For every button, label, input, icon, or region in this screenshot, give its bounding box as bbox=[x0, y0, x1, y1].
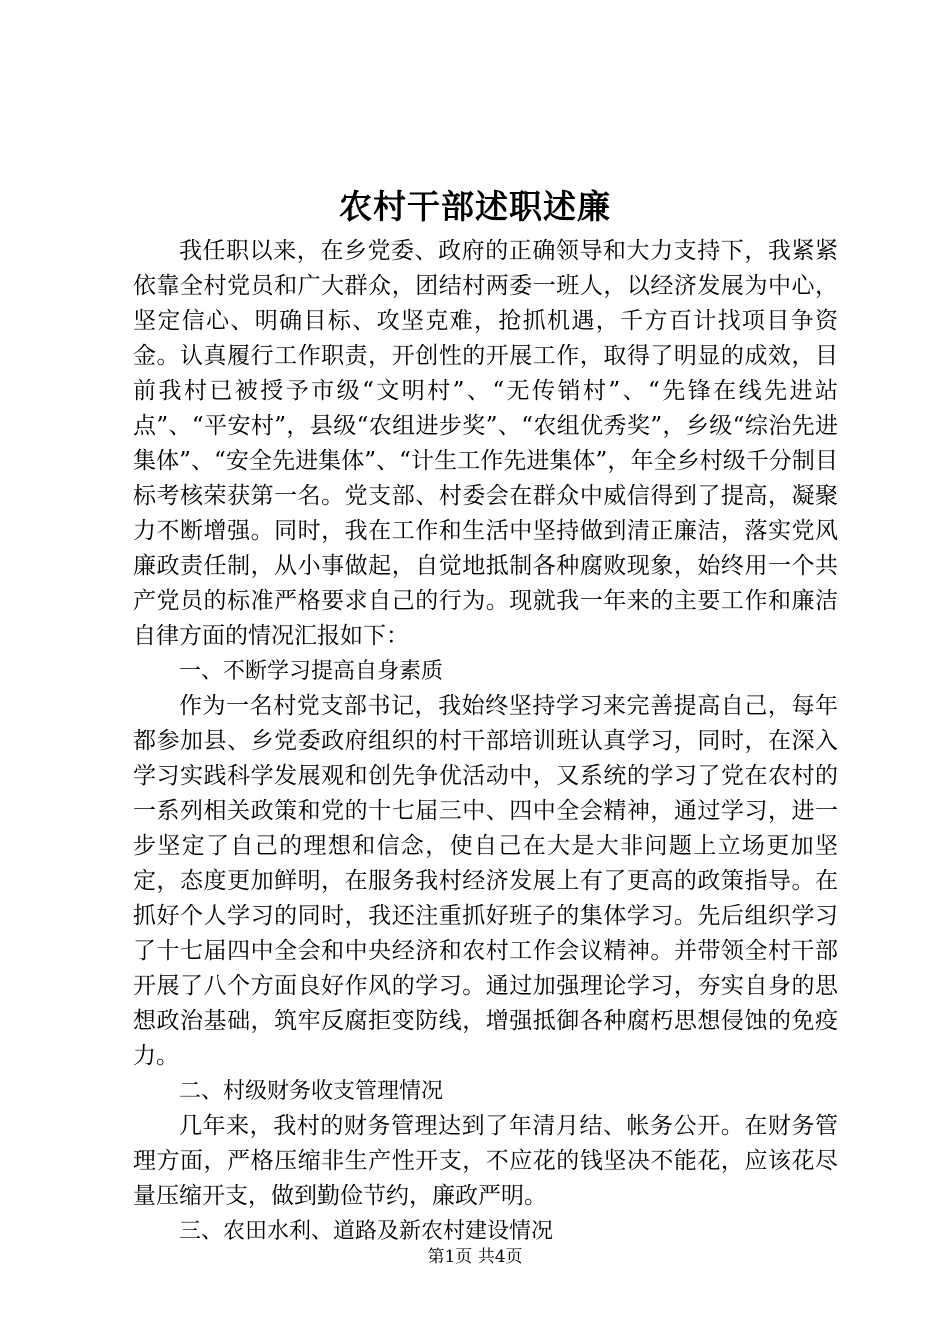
paragraph-finance: 几年来，我村的财务管理达到了年清月结、帐务公开。在财务管理方面，严格压缩非生产性开支，不应花的钱坚决不能花，应该花尽量压缩开支，做到勤俭节约，廉政严明。 bbox=[133, 1113, 838, 1209]
paragraph-study: 作为一名村党支部书记，我始终坚持学习来完善提高自己，每年都参加县、乡党委政府组织的村干部培训班认真学习，同时，在深入学习实践科学发展观和创先争优活动中，又系统的学习了党在农村的一系列相关政策和党的十七届三中、四中全会精神，通过学习，进一步坚定了自己的理想和信念，使自己在大是大非问题上立场更加坚定，态度更加鲜明，在服务我村经济发展上有了更高的政策指导。在抓好个人学习的同时，我还注重抓好班子的集体学习。先后组织学习了十七届四中全会和中央经济和农村工作会议精神。并带领全村干部开展了八个方面良好作风的学习。通过加强理论学习，夯实自身的思想政治基础，筑牢反腐拒变防线，增强抵御各种腐朽思想侵蚀的免疫力。 bbox=[133, 693, 838, 1069]
paragraph-intro: 我任职以来，在乡党委、政府的正确领导和大力支持下，我紧紧依靠全村党员和广大群众，团结村两委一班人，以经济发展为中心，坚定信心、明确目标、攻坚克难，抢抓机遇，千方百计找项目争资金。认真履行工作职责，开创性的开展工作，取得了明显的成效，目前我村已被授予市级“文明村”、“无传销村”、“先锋在线先进站点”、“平安村”，县级“农组进步奖”、“农组优秀奖”，乡级“综治先进集体”、“安全先进集体”、“计生工作先进集体”，年全乡村级千分制目标考核荣获第一名。党支部、村委会在群众中威信得到了提高，凝聚力不断增强。同时，我在工作和生活中坚持做到清正廉洁，落实党风廉政责任制，从小事做起，自觉地抵制各种腐败现象，始终用一个共产党员的标准严格要求自己的行为。现就我一年来的主要工作和廉洁自律方面的情况汇报如下： bbox=[133, 238, 838, 649]
document-body bbox=[133, 234, 838, 1249]
document-title: 农村干部述职述廉 bbox=[339, 187, 611, 226]
page-footer: 第1页 共4页 bbox=[427, 1247, 523, 1267]
section-heading-3: 三、农田水利、道路及新农村建设情况 bbox=[179, 1219, 554, 1244]
section-heading-1: 一、不断学习提高自身素质 bbox=[179, 659, 444, 684]
section-heading-2: 二、村级财务收支管理情况 bbox=[179, 1079, 444, 1104]
